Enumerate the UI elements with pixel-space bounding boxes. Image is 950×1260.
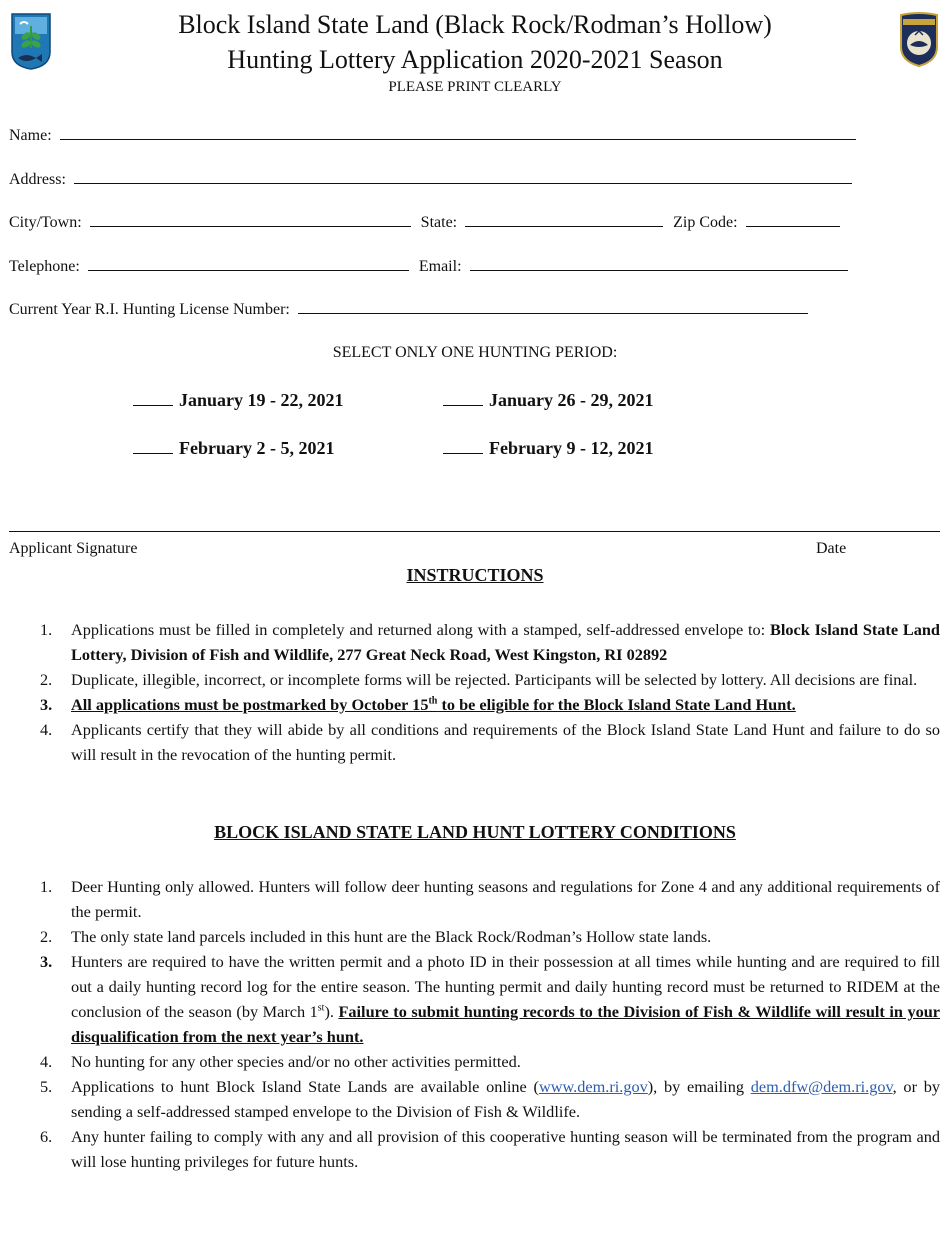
license-field[interactable] [298, 299, 808, 314]
name-field[interactable] [60, 125, 856, 140]
state-label: State: [420, 214, 458, 231]
instruction-1-text: Applications must be filled in completely and returned along with a stamped, self-addressed envelope to: [71, 620, 770, 639]
instruction-4-text: Applicants certify that they will abide by all conditions and requirements of the Block Island State Land Hunt and failure to do so will result in the revocation of the hunting permit. [71, 720, 940, 764]
period-checkbox-4[interactable] [443, 437, 483, 454]
date-label: Date [816, 540, 847, 557]
period-option-4[interactable] [443, 437, 653, 459]
list-item [0, 1049, 940, 1074]
list-item [0, 692, 940, 717]
deadline-text-b: to be eligible for the Block Island State Land Hunt. [437, 695, 796, 714]
condition-2-text: The only state land parcels included in this hunt are the Black Rock/Rodman’s Hollow state lands. [71, 927, 712, 946]
condition-3-sup: st [317, 1002, 325, 1014]
list-item [0, 717, 940, 767]
instruction-2-text: Duplicate, illegible, incorrect, or incomplete forms will be rejected. Participants will be selected by lottery. All decisions are final. [71, 670, 918, 689]
city-label: City/Town: [9, 214, 82, 231]
item-number: 4. [40, 720, 53, 739]
period-label-1: January 19 - 22, 2021 [179, 390, 344, 410]
print-instruction: PLEASE PRINT CLEARLY [388, 79, 562, 95]
item-number: 1. [40, 620, 53, 639]
form-subtitle: Hunting Lottery Application 2020-2021 Season [227, 45, 723, 74]
period-label-2: January 26 - 29, 2021 [489, 390, 654, 410]
condition-5-text-a: Applications to hunt Block Island State Lands are available online ( [71, 1077, 539, 1096]
city-field[interactable] [90, 212, 411, 227]
list-item [0, 667, 940, 692]
condition-6-text: Any hunter failing to comply with any and all provision of this cooperative hunting season will be terminated from the program and will lose hunting privileges for future hunts. [71, 1127, 940, 1171]
condition-1-text: Deer Hunting only allowed. Hunters will follow deer hunting seasons and regulations for Zone 4 and any additional requirements of the permit. [71, 877, 940, 921]
deadline-text-a: All applications must be postmarked by October 15 [71, 695, 429, 714]
dfw-email-link[interactable]: dem.dfw@dem.ri.gov [750, 1077, 893, 1096]
license-row [9, 299, 808, 320]
deadline-sup: th [428, 695, 438, 707]
list-item [0, 949, 940, 1049]
period-prompt: SELECT ONLY ONE HUNTING PERIOD: [332, 344, 618, 361]
conditions-list [0, 874, 940, 1174]
telephone-label: Telephone: [9, 258, 80, 275]
period-option-3[interactable] [133, 437, 334, 459]
item-number: 6. [40, 1127, 53, 1146]
condition-3-warning: Failure to submit hunting records to the Division of Fish & Wildlife will result in your disqualification from the next year’s hunt. [71, 1002, 941, 1046]
item-number: 2. [40, 927, 53, 946]
period-checkbox-2[interactable] [443, 389, 483, 406]
period-checkbox-3[interactable] [133, 437, 173, 454]
list-item [0, 1074, 940, 1124]
name-row [9, 125, 856, 146]
signature-label: Applicant Signature [9, 540, 138, 557]
instruction-3-text [71, 695, 796, 714]
telephone-email-row [9, 256, 848, 277]
address-label: Address: [9, 171, 66, 188]
item-number: 3. [40, 952, 53, 971]
email-label: Email: [418, 258, 462, 275]
instructions-heading: INSTRUCTIONS [406, 565, 544, 585]
condition-5-text-b: ), by emailing [647, 1077, 751, 1096]
signature-line[interactable] [9, 531, 940, 532]
state-field[interactable] [465, 212, 663, 227]
item-number: 5. [40, 1077, 53, 1096]
address-field[interactable] [74, 169, 852, 184]
form-title: Block Island State Land (Black Rock/Rodman’s Hollow) [178, 10, 772, 39]
condition-3-text-a: Hunters are required to have the written permit and a photo ID in their possession at all times while hunting and are required to fill out a daily hunting record log for the entire season. The hunting permit and daily hunting record must be returned to RIDEM at the conclusion of the season (by March 1 [71, 952, 940, 1021]
period-checkbox-1[interactable] [133, 389, 173, 406]
list-item [0, 924, 940, 949]
item-number: 2. [40, 670, 53, 689]
email-field[interactable] [470, 256, 848, 271]
zip-field[interactable] [746, 212, 840, 227]
condition-4-text: No hunting for any other species and/or no other activities permitted. [71, 1052, 521, 1071]
period-label-3: February 2 - 5, 2021 [179, 438, 335, 458]
item-number: 3. [40, 695, 53, 714]
name-label: Name: [9, 127, 52, 144]
item-number: 4. [40, 1052, 53, 1071]
license-label: Current Year R.I. Hunting License Number: [9, 301, 290, 318]
zip-label: Zip Code: [673, 214, 738, 231]
conditions-heading: BLOCK ISLAND STATE LAND HUNT LOTTERY CONDITIONS [214, 822, 736, 842]
list-item [0, 874, 940, 924]
period-option-1[interactable] [133, 389, 344, 411]
city-state-zip-row [9, 212, 840, 233]
period-label-4: February 9 - 12, 2021 [489, 438, 654, 458]
list-item [0, 1124, 940, 1174]
address-row [9, 169, 852, 190]
condition-5-text-c: , or by sending a self-addressed stamped envelope to the Division of Fish & Wildlife. [71, 1077, 941, 1121]
item-number: 1. [40, 877, 53, 896]
telephone-field[interactable] [88, 256, 409, 271]
instructions-list [0, 617, 940, 767]
condition-3-text-b: ). [324, 1002, 339, 1021]
dem-website-link[interactable]: www.dem.ri.gov [538, 1077, 648, 1096]
list-item [0, 617, 940, 667]
mailing-address: Block Island State Land Lottery, Division of Fish and Wildlife, 277 Great Neck Road, West Kingston, RI 02892 [71, 620, 940, 664]
period-option-2[interactable] [443, 389, 654, 411]
